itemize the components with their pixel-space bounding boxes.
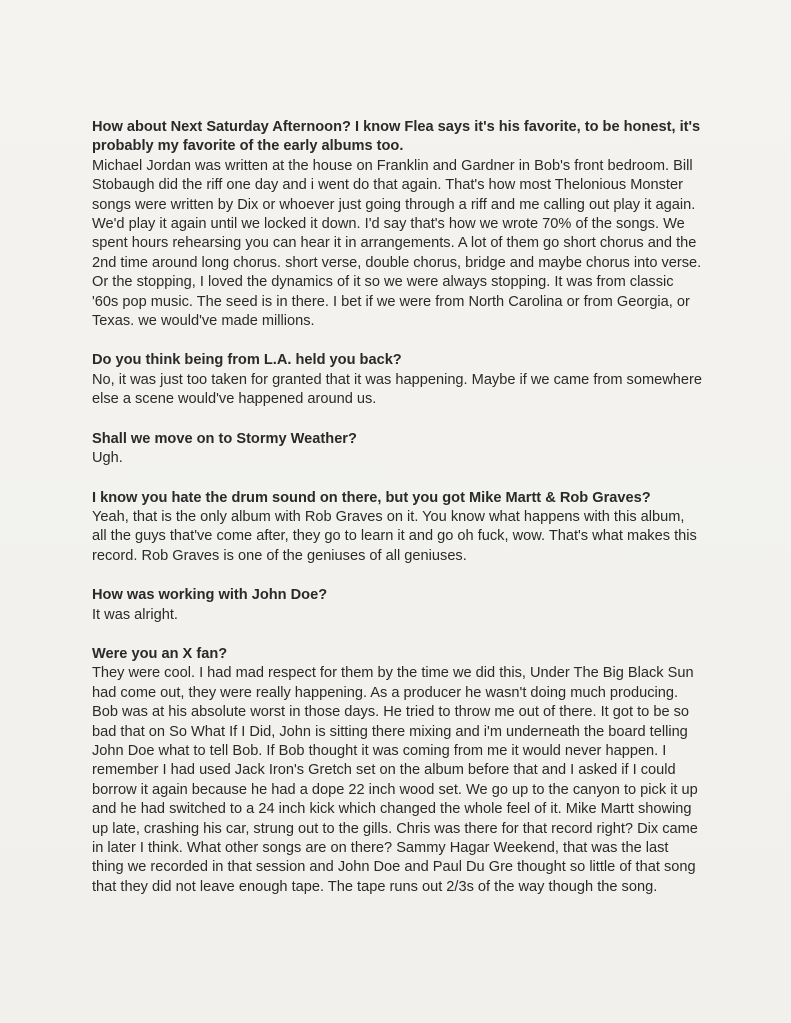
answer-6: They were cool. I had mad respect for them by the time we did this, Under The Big Black Sun had come out, they were really happening. As a producer he wasn't doing much producing. Bob was at his absolute worst in those days. He tried to throw me out of there. It got to be so bad that on So What If I Did, John is sitting there mixing and i'm underneath the board telling John Doe what to tell Bob. If Bob thought it was coming from me it would never happen. I remember I had used Jack Iron's Gretch set on the album before that and I asked if I could borrow it again because he had a dope 22 inch wood set. We go up to the canyon to pick it up and he had switched to a 24 inch kick which changed the whole feel of it. Mike Martt showing up late, crashing his car, strung out to the gills. Chris was there for that record right? Dix came in later I think. What other songs are on there? Sammy Hagar Weekend, that was the last thing we recorded in that session and John Doe and Paul Du Gre thought so little of that song that they did not leave enough tape. The tape runs out 2/3s of the way though the song. bbox=[92, 665, 698, 895]
question-4: I know you hate the drum sound on there, but you got Mike Martt & Rob Graves? bbox=[92, 489, 651, 506]
qa-block-3 bbox=[92, 430, 702, 469]
interview-body bbox=[92, 118, 702, 917]
qa-block-6 bbox=[92, 645, 702, 897]
question-1: How about Next Saturday Afternoon? I know Flea says it's his favorite, to be honest, it's probably my favorite of the early albums too. bbox=[92, 119, 701, 155]
qa-block-5 bbox=[92, 586, 702, 625]
qa-block-2 bbox=[92, 351, 702, 409]
question-2: Do you think being from L.A. held you back? bbox=[92, 352, 402, 369]
answer-5: It was alright. bbox=[92, 606, 178, 623]
answer-4: Yeah, that is the only album with Rob Graves on it. You know what happens with this album, all the guys that've come after, they go to learn it and go oh fuck, wow. That's what makes this record. Rob Graves is one of the geniuses of all geniuses. bbox=[92, 508, 697, 564]
question-6: Were you an X fan? bbox=[92, 645, 228, 662]
answer-2: No, it was just too taken for granted that it was happening. Maybe if we came from somewhere else a scene would've happened around us. bbox=[92, 371, 702, 408]
question-5: How was working with John Doe? bbox=[92, 587, 328, 604]
qa-block-1 bbox=[92, 118, 702, 331]
question-3: Shall we move on to Stormy Weather? bbox=[92, 430, 357, 447]
answer-1: Michael Jordan was written at the house on Franklin and Gardner in Bob's front bedroom. Bill Stobaugh did the riff one day and i went do that again. That's how most Thelonious Monster songs were written by Dix or whoever just going through a riff and me calling out play it again. We'd play it again until we locked it down. I'd say that's how we wrote 70% of the songs. We spent hours rehearsing you can hear it in arrangements. A lot of them go short chorus and the 2nd time around long chorus. short verse, double chorus, bridge and maybe chorus into verse. Or the stopping, I loved the dynamics of it so we were always stopping. It was from classic '60s pop music. The seed is in there. I bet if we were from North Carolina or from Georgia, or Texas. we would've made millions. bbox=[92, 157, 702, 330]
qa-block-4 bbox=[92, 489, 702, 567]
answer-3: Ugh. bbox=[92, 450, 123, 467]
